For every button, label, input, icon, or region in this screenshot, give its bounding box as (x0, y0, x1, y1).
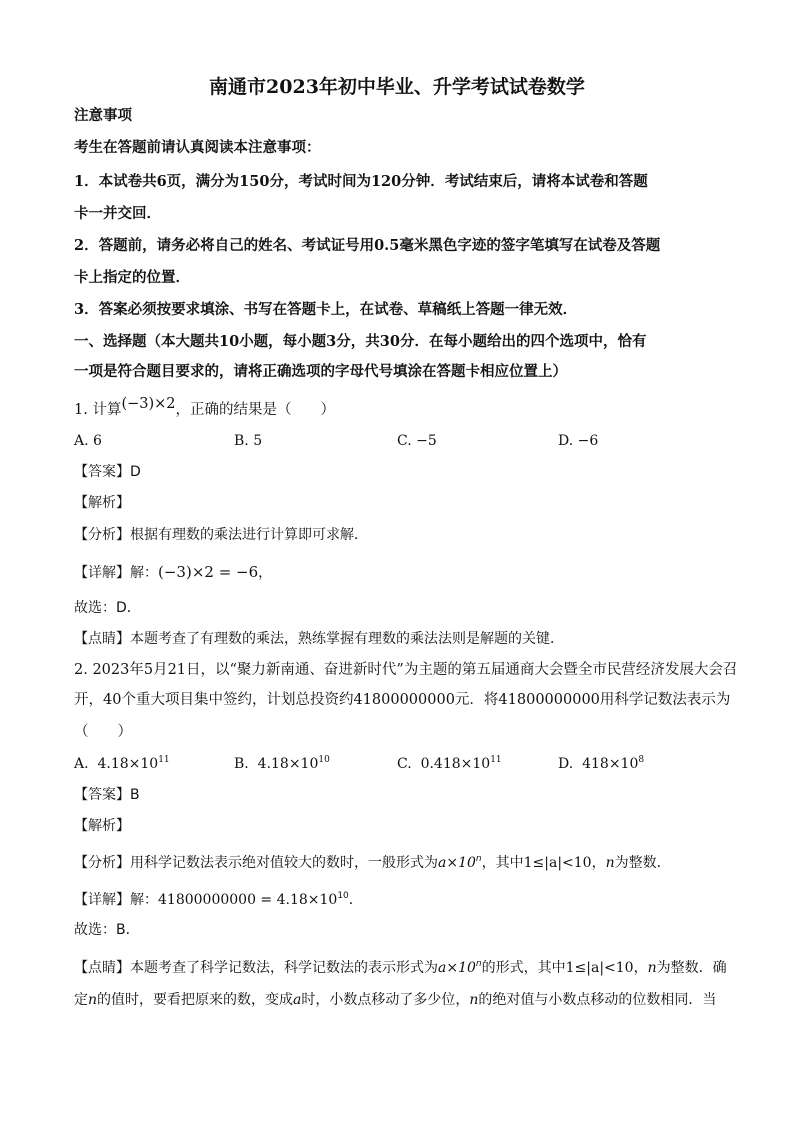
option-label: B. (234, 756, 249, 772)
section-heading-b: 一项是符合题目要求的，请将正确选项的字母代号填涂在答题卡相应位置上） (74, 363, 567, 380)
fenxi-text: 用科学记数法表示绝对值较大的数时，一般形式为 (130, 855, 438, 871)
q1-fenxi (74, 525, 368, 545)
fenxi-text: 根据有理数的乘法进行计算即可求解． (130, 527, 368, 543)
fenxi-text: ， (591, 855, 606, 871)
option-label: A. (74, 756, 89, 772)
detail-suffix: ， (258, 565, 273, 581)
fenxi-n: n (605, 855, 615, 871)
notice-item-2b: 卡上指定的位置． (74, 269, 190, 286)
option-mantissa: 4.18×10 (97, 756, 159, 772)
fenxi-text: ，其中 (481, 855, 524, 871)
q1-answer (74, 462, 141, 482)
detail-tag: 【详解】 (74, 892, 130, 908)
q2-analysis-tag: 【解析】 (74, 818, 130, 834)
detail-prefix: 解： (130, 565, 158, 581)
option-exponent: 11 (490, 755, 502, 765)
q1-option-c: C. −5 (397, 433, 437, 449)
comment-form: a×10 (438, 960, 476, 976)
q1-option-d: D. −6 (558, 433, 599, 449)
fenxi-tag: 【分析】 (74, 855, 130, 871)
answer-tag: 【答案】 (74, 464, 130, 480)
answer-value: B (130, 787, 140, 803)
q2-comment-line-2 (74, 990, 716, 1010)
comment-text: 本题考查了科学记数法，科学记数法的表示形式为 (130, 960, 438, 976)
detail-prefix: 解： (130, 892, 158, 908)
comment-form-exponent: n (475, 959, 482, 969)
section-heading-a: 一、选择题（本大题共10小题，每小题3分，共30分．在每小题给出的四个选项中，恰有 (74, 333, 647, 350)
q2-comment-line-1 (74, 958, 727, 978)
q1-comment (74, 629, 564, 649)
fenxi-tag: 【分析】 (74, 527, 130, 543)
answer-tag: 【答案】 (74, 787, 130, 803)
detail-suffix: ． (348, 892, 363, 908)
comment-tag: 【点睛】 (74, 960, 130, 976)
notice-heading: 注意事项 (74, 107, 132, 124)
comment-text: 的绝对值与小数点移动的位数相同．当 (478, 992, 717, 1008)
q1-expression: (−3)×2 (121, 396, 176, 412)
q1-option-b: B. 5 (234, 433, 263, 449)
option-label: C. (397, 756, 412, 772)
comment-n: n (469, 992, 479, 1008)
comment-text: 本题考查了有理数的乘法，熟练掌握有理数的乘法法则是解题的关键． (130, 631, 564, 647)
option-label: D. (558, 756, 574, 772)
comment-text: 的值时，要看把原来的数，变成 (97, 992, 294, 1008)
q2-option-b (234, 754, 330, 774)
q2-option-d (558, 754, 644, 774)
notice-item-3: 3．答案必须按要求填涂、书写在答题卡上，在试卷、草稿纸上答题一律无效． (74, 301, 578, 318)
fenxi-form: a×10 (438, 855, 476, 871)
detail-exponent: 10 (337, 891, 349, 901)
comment-text: 为整数．确 (656, 960, 727, 976)
q1-choose: 故选：D． (74, 600, 141, 616)
q2-stem-b: 开，40个重大项目集中签约，计划总投资约41800000000元．将41800000000用科学记数法表示为 (74, 692, 731, 708)
q1-option-a: A. 6 (74, 433, 102, 449)
q1-prefix: 1. 计算 (74, 402, 122, 418)
detail-expression: 41800000000 = 4.18×10 (158, 892, 338, 908)
fenxi-text: 为整数． (614, 855, 671, 871)
fenxi-form-exponent: n (475, 854, 482, 864)
answer-value: D (130, 464, 141, 480)
q2-stem-a: 2. 2023年5月21日，以“聚力新南通、奋进新时代”为主题的第五届通商大会暨全市民营经济发展大会召 (74, 662, 738, 678)
page-title: 南通市2023年初中毕业、升学考试试卷数学 (209, 76, 585, 98)
q1-stem (74, 396, 336, 420)
option-exponent: 8 (638, 755, 645, 765)
q2-option-a (74, 754, 170, 774)
notice-intro: 考生在答题前请认真阅读本注意事项： (74, 139, 321, 156)
option-mantissa: 4.18×10 (257, 756, 319, 772)
option-exponent: 10 (318, 755, 330, 765)
q1-suffix: ，正确的结果是（ ） (175, 402, 336, 418)
option-exponent: 11 (158, 755, 170, 765)
q2-option-c (397, 754, 502, 774)
fenxi-range: 1≤|a|<10 (523, 855, 592, 871)
q2-stem-c: （ ） (74, 724, 132, 740)
q1-detail (74, 562, 272, 583)
q2-answer (74, 785, 140, 805)
comment-range: 1≤|a|<10 (565, 960, 634, 976)
q1-analysis-tag: 【解析】 (74, 495, 130, 511)
comment-text: 的形式，其中 (481, 960, 566, 976)
comment-a: a (293, 992, 302, 1008)
detail-tag: 【详解】 (74, 565, 130, 581)
option-mantissa: 0.418×10 (420, 756, 491, 772)
notice-item-1a: 1．本试卷共6页，满分为150分，考试时间为120分钟．考试结束后，请将本试卷和答题 (74, 173, 648, 190)
comment-text: ， (633, 960, 648, 976)
comment-n: n (88, 992, 98, 1008)
q2-choose: 故选：B． (74, 922, 140, 938)
notice-item-1b: 卡一并交回． (74, 205, 161, 222)
comment-text: 时，小数点移动了多少位， (301, 992, 470, 1008)
notice-item-2a: 2．答题前，请务必将自己的姓名、考试证号用0.5毫米黑色字迹的签字笔填写在试卷及答题 (74, 237, 661, 254)
comment-n: n (647, 960, 657, 976)
q2-fenxi (74, 853, 671, 873)
detail-expression: (−3)×2 = −6 (158, 563, 259, 581)
q2-detail (74, 890, 363, 910)
comment-tag: 【点睛】 (74, 631, 130, 647)
option-mantissa: 418×10 (582, 756, 639, 772)
comment-text: 定 (74, 992, 88, 1008)
